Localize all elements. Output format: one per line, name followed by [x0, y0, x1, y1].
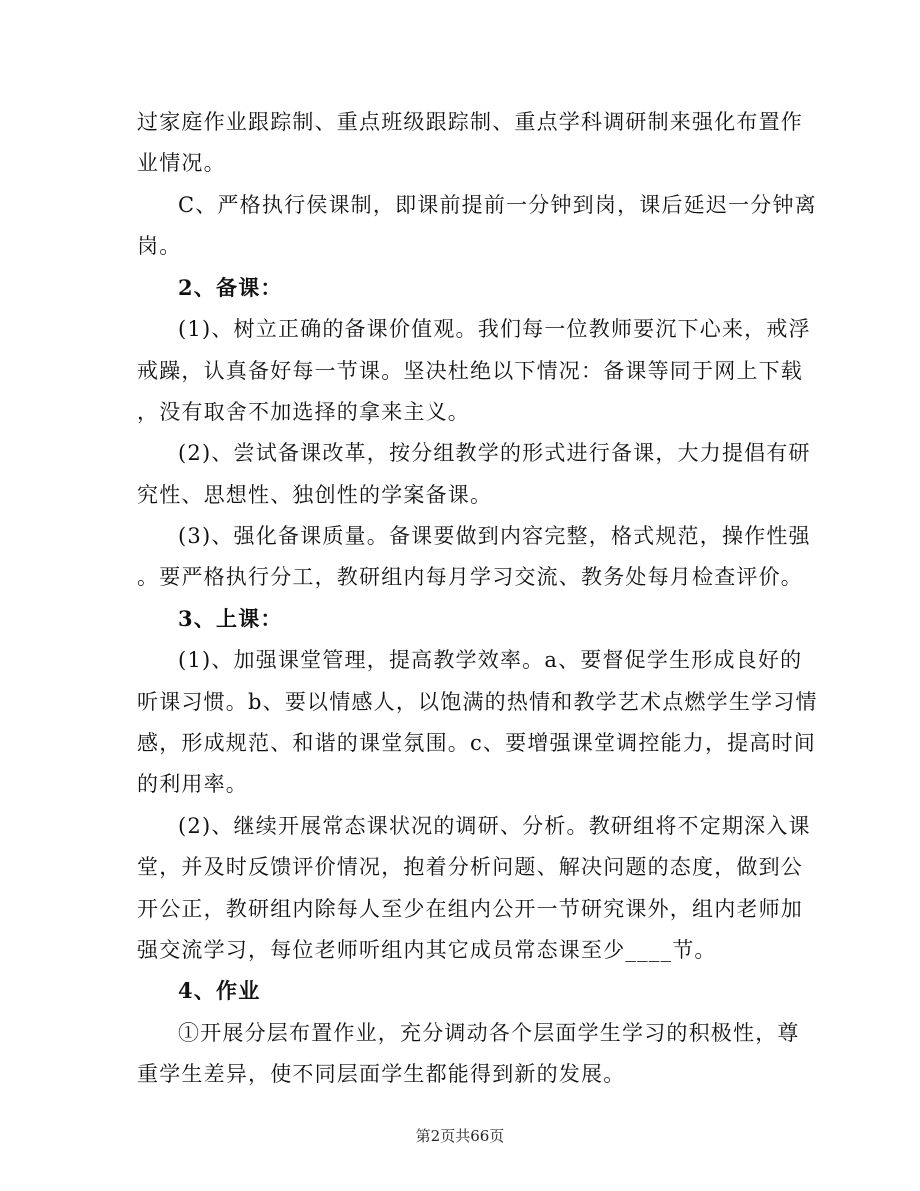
text-line: 开公正，教研组内除每人至少在组内公开一节研究课外，组内老师加: [137, 897, 803, 921]
text-line: 堂，并及时反馈评价情况，抱着分析问题、解决问题的态度，做到公: [137, 855, 803, 879]
text-line: 究性、思想性、独创性的学案备课。: [137, 483, 493, 507]
text-line: 听课习惯。b、要以情感人，以饱满的热情和教学艺术点燃学生学习情: [137, 690, 818, 714]
text-line: 业情况。: [137, 151, 226, 175]
text-line: (1)、加强课堂管理，提高教学效率。a、要督促学生形成良好的: [178, 648, 803, 672]
text-line: 过家庭作业跟踪制、重点班级跟踪制、重点学科调研制来强化布置作: [137, 110, 803, 134]
section-heading-class: 3、上课：: [178, 606, 283, 631]
text-line: C、严格执行侯课制，即课前提前一分钟到岗，课后延迟一分钟离: [178, 193, 817, 217]
text-line: (2)、尝试备课改革，按分组教学的形式进行备课，大力提倡有研: [178, 441, 811, 465]
text-line: 感，形成规范、和谐的课堂氛围。c、要增强课堂调控能力，提高时间: [137, 731, 816, 755]
text-line: (1)、树立正确的备课价值观。我们每一位教师要沉下心来，戒浮: [178, 317, 811, 341]
text-line: (3)、强化备课质量。备课要做到内容完整，格式规范，操作性强: [178, 524, 811, 548]
text-line: 戒躁，认真备好每一节课。坚决杜绝以下情况：备课等同于网上下载: [137, 359, 803, 383]
text-line: (2)、继续开展常态课状况的调研、分析。教研组将不定期深入课: [178, 814, 811, 838]
text-line: ①开展分层布置作业，充分调动各个层面学生学习的积极性，尊: [178, 1021, 800, 1045]
text-line: 重学生差异，使不同层面学生都能得到新的发展。: [137, 1062, 626, 1086]
page-number-footer: 第2页共66页: [415, 1127, 505, 1145]
text-line: 的利用率。: [137, 772, 248, 796]
section-heading-homework: 4、作业: [178, 978, 261, 1003]
text-line: 。要严格执行分工，教研组内每月学习交流、教务处每月检查评价。: [137, 565, 803, 589]
text-line: 岗。: [137, 234, 182, 258]
text-line: ，没有取舍不加选择的拿来主义。: [137, 400, 470, 424]
section-heading-preparation: 2、备课：: [178, 275, 283, 300]
text-line: 强交流学习，每位老师听组内其它成员常态课至少____节。: [137, 938, 717, 962]
